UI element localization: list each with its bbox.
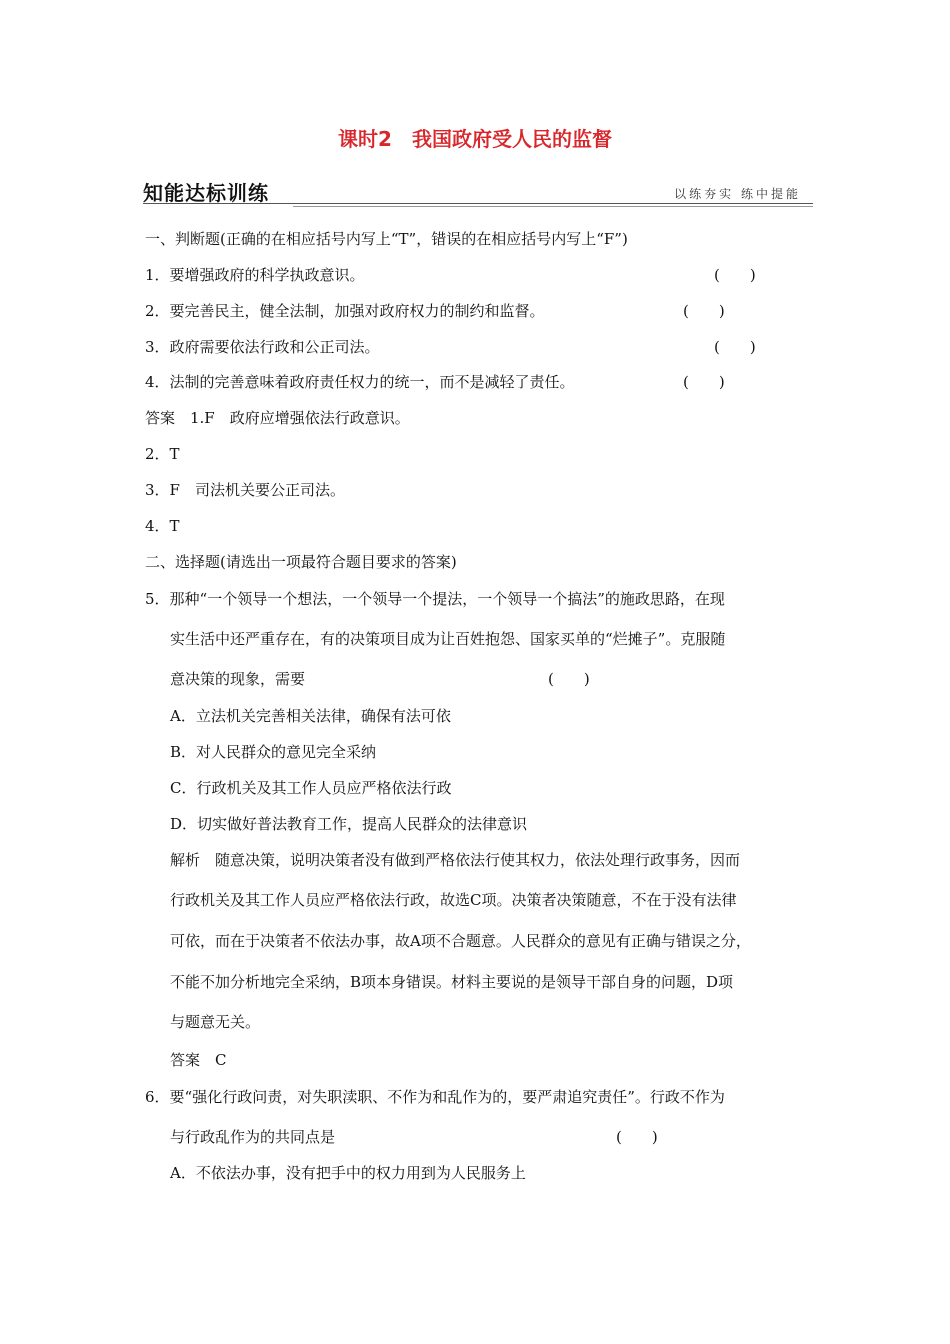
question-1: 1．要增强政府的科学执政意识。 [145,266,365,284]
option-a: A．立法机关完善相关法律，确保有法可依 [170,707,451,725]
answer-bracket-2: ( ) [683,302,725,320]
analysis-line: 解析 随意决策，说明决策者没有做到严格依法行使其权力，依法处理行政事务，因而 [170,851,741,869]
analysis-line: 可依，而在于决策者不依法办事，故A项不合题意。人民群众的意见有正确与错误之分， [170,932,751,950]
part2-heading: 二、选择题(请选出一项最符合题目要求的答案) [145,553,457,571]
option-b: B．对人民群众的意见完全采纳 [170,743,377,761]
answer-line: 答案 C [170,1051,227,1069]
question-5-line: 意决策的现象，需要 [170,670,306,688]
option-c: C．行政机关及其工作人员应严格依法行政 [170,779,452,797]
answer-line: 2．T [145,445,180,463]
section-header [143,177,813,207]
answer-line: 3．F 司法机关要公正司法。 [145,481,345,499]
analysis-line: 与题意无关。 [170,1013,261,1031]
question-5-line: 实生活中还严重存在，有的决策项目成为让百姓抱怨、国家买单的“烂摊子”。克服随 [170,630,726,648]
section-motto: 以练夯实 练中提能 [674,187,801,201]
question-3: 3．政府需要依法行政和公正司法。 [145,338,380,356]
section-label: 知能达标训练 [143,181,269,205]
section-rule [143,203,813,204]
page-title: 课时2 我国政府受人民的监督 [338,127,612,151]
answer-bracket-3: ( ) [714,338,756,356]
answer-line: 4．T [145,517,180,535]
answer-bracket-4: ( ) [683,373,725,391]
question-4: 4．法制的完善意味着政府责任权力的统一，而不是减轻了责任。 [145,373,575,391]
answer-bracket-1: ( ) [714,266,756,284]
option-a: A．不依法办事，没有把手中的权力用到为人民服务上 [170,1164,526,1182]
option-d: D．切实做好普法教育工作，提高人民群众的法律意识 [170,815,528,833]
part1-heading: 一、判断题(正确的在相应括号内写上“T”，错误的在相应括号内写上“F”) [145,230,628,248]
question-5-line: 5．那种“一个领导一个想法，一个领导一个提法，一个领导一个搞法”的施政思路，在现 [145,590,725,608]
answer-line: 答案 1.F 政府应增强依法行政意识。 [145,409,410,427]
question-6-line: 6．要“强化行政问责，对失职渎职、不作为和乱作为的，要严肃追究责任”。行政不作为 [145,1088,725,1106]
analysis-line: 不能不加分析地完全采纳，B项本身错误。材料主要说的是领导干部自身的问题，D项 [170,973,734,991]
question-2: 2．要完善民主，健全法制，加强对政府权力的制约和监督。 [145,302,545,320]
answer-bracket-5: ( ) [548,670,590,688]
answer-bracket-6: ( ) [616,1128,658,1146]
analysis-line: 行政机关及其工作人员应严格依法行政，故选C项。决策者决策随意，不在于没有法律 [170,891,737,909]
section-rule-thin [293,206,813,207]
question-6-line: 与行政乱作为的共同点是 [170,1128,336,1146]
